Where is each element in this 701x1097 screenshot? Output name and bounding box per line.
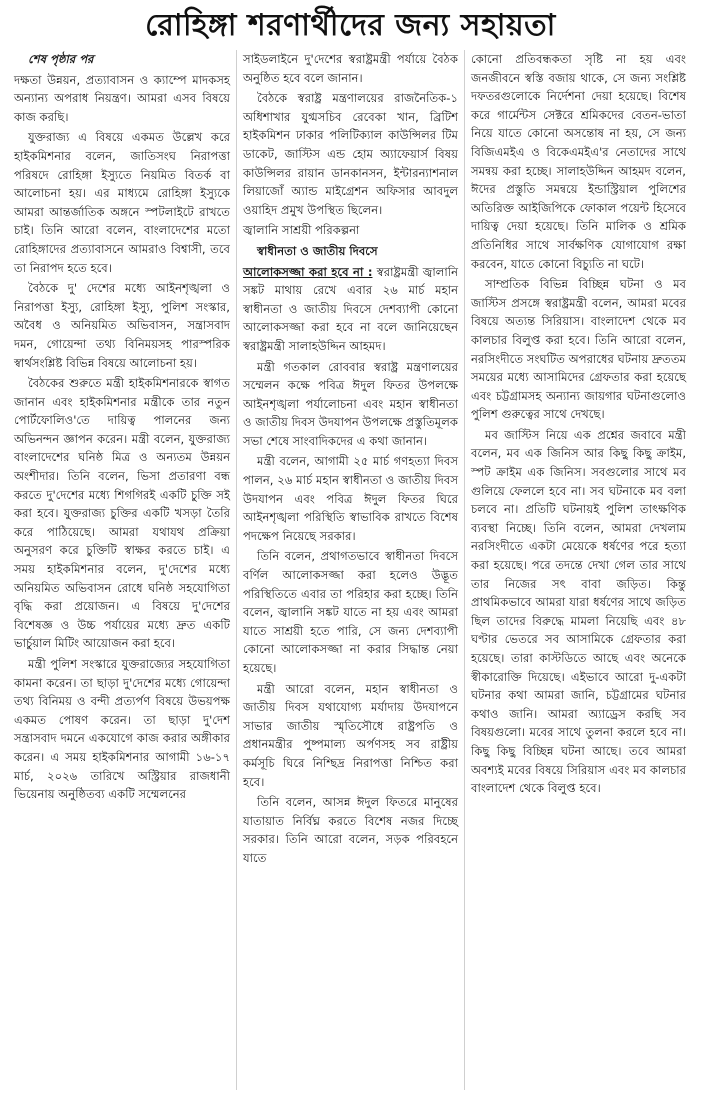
paragraph: বৈঠকে দু' দেশের মধ্যে আইনশৃঙ্খলা ও নিরাপত্তা ইস্যু, রোহিঙ্গা ইস্যু, পুলিশ সংস্কার, অবৈধ ও অনিয়মিত অভিবাসন, সন্ত্রাসবাদ দমন, গোয়েন্দা তথ্য বিনিময়সহ পারস্পরিক স্বার্থসংশ্লিষ্ট বিভিন্ন বিষয়ে আলোচনা হয়। bbox=[14, 281, 230, 370]
subheading-kicker: জ্বালানি সাশ্রয়ী পরিকল্পনা bbox=[243, 223, 360, 238]
lead-paragraph bbox=[243, 263, 458, 356]
lead-bold: আলোকসজ্জা করা হবে না : bbox=[243, 264, 373, 279]
column-1 bbox=[8, 50, 236, 1090]
paragraph: সাম্প্রতিক বিভিন্ন বিচ্ছিন্ন ঘটনা ও মব জাস্টিস প্রসঙ্গে স্বরাষ্ট্রমন্ত্রী বলেন, আমরা মবের বিষয়ে অত্যন্ত সিরিয়াস। বাংলাদেশ থেকে মব কালচার বিলুপ্ত করা হবে। তিনি আরো বলেন, নরসিংদীতে সংঘটিত অপরাধের ঘটনায় দ্রুততম সময়ের মধ্যে আসামিদের গ্রেফতার করা হয়েছে এবং চট্টগ্রামসহ অন্যান্য জায়গার ঘটনাগুলোও পুলিশ গুরুত্বের সাথে দেখছে। bbox=[471, 277, 686, 422]
paragraph: তিনি বলেন, প্রথাগতভাবে স্বাধীনতা দিবসে বর্ণিল আলোকসজ্জা করা হলেও উদ্ভূত পরিস্থিতিতে এবার তা পরিহার করা হচ্ছে। তিনি বলেন, জ্বালানি সঙ্কট যাতে না হয় এবং আমরা যাতে সাশ্রয়ী হতে পারি, সে জন্য দেশব্যাপী কোনো আলোকসজ্জা না করার সিদ্ধান্ত নেয়া হয়েছে। bbox=[243, 549, 458, 675]
paragraph: দক্ষতা উন্নয়ন, প্রত্যাবাসন ও ক্যাম্পে মাদকসহ অন্যান্য অপরাধ নিয়ন্ত্রণ। আমরা এসব বিষয়ে কাজ করছি। bbox=[14, 72, 230, 124]
continued-label: শেষ পৃষ্ঠার পর bbox=[28, 52, 94, 66]
paragraph: বৈঠকে স্বরাষ্ট্র মন্ত্রণালয়ের রাজনৈতিক-১ অধিশাখার যুগ্মসচিব রেবেকা খান, ব্রিটিশ হাইকমিশন ঢাকার পলিটিক্যাল কাউন্সিলর টিম ডাকেট, জাস্টিস এন্ড হোম অ্যাফেয়ার্স বিষয় কাউন্সিলর রায়ান ডানকানসন, ইন্টারন্যাশনাল লিয়াজোঁ অ্যান্ড মাইগ্রেশন অফিসার আবদুল ওয়াহিদ প্রমুখ উপস্থিত ছিলেন। bbox=[243, 91, 458, 217]
paragraph: তিনি বলেন, আসন্ন ঈদুল ফিতরে মানুষের যাতায়াত নির্বিঘ্ন করতে বিশেষ নজর দিচ্ছে সরকার। তিনি আরো বলেন, সড়ক পরিবহনে যাতে bbox=[243, 795, 458, 865]
subheading: স্বাধীনতা ও জাতীয় দিবসে bbox=[257, 243, 378, 258]
paragraph: মন্ত্রী পুলিশ সংস্কারে যুক্তরাজ্যের সহযোগিতা কামনা করেন। তা ছাড়া দু'দেশের মধ্যে গোয়েন্দা তথ্য বিনিময় ও বন্দী প্রত্যর্পণ বিষয়ে উভয়পক্ষ একমত পোষণ করেন। তা ছাড়া দু'দেশ সন্ত্রাসবাদ দমনে একযোগে কাজ করার অঙ্গীকার করেন। এ সময় হাইকমিশনার আগামী ১৬-১৭ মার্চ, ২০২৬ তারিখে অস্ট্রিয়ার রাজধানী ভিয়েনায় অনুষ্ঠিতব্য একটি সম্মেলনের bbox=[14, 657, 230, 802]
lead-text: স্বরাষ্ট্রমন্ত্রী জ্বালানি সঙ্কট মাথায় রেখে এবার ২৬ মার্চ মহান স্বাধীনতা ও জাতীয় দিবসে দেশব্যাপী কোনো আলোকসজ্জা করা হবে না বলে জানিয়েছেন স্বরাষ্ট্রমন্ত্রী সালাহউদ্দিন আহমদ। bbox=[243, 264, 458, 353]
paragraph: কোনো প্রতিবন্ধকতা সৃষ্টি না হয় এবং জনজীবনে স্বস্তি বজায় থাকে, সে জন্য সংশ্লিষ্ট দফতরগুলোকে নির্দেশনা দেয়া হয়েছে। বিশেষ করে গার্মেন্টস সেক্টরে শ্রমিকদের বেতন-ভাতা নিয়ে যাতে কোনো অসন্তোষ না হয়, সে জন্য বিজিএমইএ ও বিকেএমইএ'র নেতাদের সাথে সমন্বয় করা হচ্ছে। সালাহউদ্দিন আহমদ বলেন, ঈদের প্রস্তুতি সমন্বয়ে ইন্ডাস্ট্রিয়াল পুলিশের অতিরিক্ত আইজিপিকে ফোকাল পয়েন্ট হিসেবে দায়িত্ব দেয়া হয়েছে। তিনি মালিক ও শ্রমিক প্রতিনিধির সাথে সার্বক্ষণিক যোগাযোগ রক্ষা করবেন, যাতে কোনো বিচ্যুতি না ঘটে। bbox=[471, 52, 686, 271]
paragraph: মন্ত্রী আরো বলেন, মহান স্বাধীনতা ও জাতীয় দিবস যথাযোগ্য মর্যাদায় উদযাপনে সাভার জাতীয় স্মৃতিসৌধে রাষ্ট্রপতি ও প্রধানমন্ত্রীর পুষ্পমাল্য অর্পণসহ সব রাষ্ট্রীয় কর্মসূচি ঘিরে নিশ্ছিদ্র নিরাপত্তা নিশ্চিত করা হবে। bbox=[243, 681, 458, 789]
column-2 bbox=[236, 50, 464, 1090]
paragraph: মন্ত্রী গতকাল রোববার স্বরাষ্ট্র মন্ত্রণালয়ের সম্মেলন কক্ষে পবিত্র ঈদুল ফিতর উপলক্ষে আইনশৃঙ্খলা পর্যালোচনা এবং মহান স্বাধীনতা ও জাতীয় দিবস উদযাপন উপলক্ষে প্রস্তুতিমূলক সভা শেষে সাংবাদিকদের এ কথা জানান। bbox=[243, 359, 458, 448]
paragraph: যুক্তরাজ্য এ বিষয়ে একমত উল্লেখ করে হাইকমিশনার বলেন, জাতিসংঘ নিরাপত্তা পরিষদে রোহিঙ্গা ইস্যুতে নিয়মিত বিতর্ক বা আলোচনা হয়। এর মাধ্যমে রোহিঙ্গা ইস্যুকে আমরা আন্তর্জাতিক অঙ্গনে স্পটলাইটে রাখতে চাই। তিনি আরো বলেন, বাংলাদেশের মতো রোহিঙ্গাদের প্রত্যাবাসনে আমরাও বিশ্বাসী, তবে তা নিরাপদ হতে হবে। bbox=[14, 130, 230, 275]
paragraph: বৈঠকের শুরুতে মন্ত্রী হাইকমিশনারকে স্বাগত জানান এবং হাইকমিশনার মন্ত্রীকে তার নতুন পোর্টফোলিও'তে দায়িত্ব পালনের জন্য অভিনন্দন জ্ঞাপন করেন। মন্ত্রী বলেন, যুক্তরাজ্য বাংলাদেশের ঘনিষ্ঠ মিত্র ও অন্যতম উন্নয়ন অংশীদার। তিনি বলেন, ভিসা প্রতারণা বন্ধ করতে দু'দেশের মধ্যে শিগগিরই একটি চুক্তি সই করা হবে। যুক্তরাজ্য চুক্তির একটি খসড়া তৈরি করে পাঠিয়েছে। আমরা যথাযথ প্রক্রিয়া অনুসরণ করে চুক্তিটি স্বাক্ষর করতে চাই। এ সময় হাইকমিশনার বলেন, দু'দেশের মধ্যে অনিয়মিত অভিবাসন রোধে ঘনিষ্ঠ সহযোগিতা বৃদ্ধি করা প্রয়োজন। এ বিষয়ে দু'দেশের বিশেষজ্ঞ ও উচ্চ পর্যায়ের মধ্যে দ্রুত একটি ভার্চুয়াল মিটিং আয়োজন করা হবে। bbox=[14, 376, 230, 651]
paragraph: মন্ত্রী বলেন, আগামী ২৫ মার্চ গণহত্যা দিবস পালন, ২৬ মার্চ মহান স্বাধীনতা ও জাতীয় দিবস উদযাপন এবং পবিত্র ঈদুল ফিতর ঘিরে আইনশৃঙ্খলা পরিস্থিতি স্বাভাবিক রাখতে বিশেষ পদক্ষেপ নিয়েছে সরকার। bbox=[243, 454, 458, 543]
headline: রোহিঙ্গা শরণার্থীদের জন্য সহায়তা bbox=[145, 8, 556, 43]
paragraph: সাইডলাইনে দু'দেশের স্বরাষ্ট্রমন্ত্রী পর্যায়ে বৈঠক অনুষ্ঠিত হবে বলে জানান। bbox=[243, 52, 458, 85]
paragraph: মব জাস্টিস নিয়ে এক প্রশ্নের জবাবে মন্ত্রী বলেন, মব এক জিনিস আর কিছু কিছু ক্রাইম, স্পট ক্রাইম এক জিনিস। সবগুলোর সাথে মব গুলিয়ে ফেললে হবে না। সব ঘটনাকে মব বলা চলবে না। প্রতিটি ঘটনায়ই পুলিশ তাৎক্ষণিক ব্যবস্থা নিচ্ছে। তিনি বলেন, আমরা দেখলাম নরসিংদীতে একটা মেয়েকে ধর্ষণের পরে হত্যা করা হয়েছে। পরে তদন্তে দেখা গেল তার সাথে তার নিজের সৎ বাবা জড়িত। কিন্তু প্রাথমিকভাবে আমরা যারা ধর্ষণের সাথে জড়িত ছিল তাদের বিরুদ্ধে মামলা নিয়েছি এবং ৪৮ ঘণ্টার ভেতরে সব আসামিকে গ্রেফতার করা হয়েছে। তারা কাস্টডিতে আছে এবং অনেকে স্বীকারোক্তি দিয়েছে। এইভাবে আরো দু-একটা ঘটনার কথা আমরা জানি, চট্টগ্রামের ঘটনার কথাও জানি। আমরা অ্যাড্রেস করছি সব বিষয়গুলো। মবের সাথে তুলনা করলে হবে না। কিছু কিছু বিচ্ছিন্ন ঘটনা আছে। তবে আমরা অবশ্যই মবের বিষয়ে সিরিয়াস এবং মব কালচার বাংলাদেশ থেকে বিলুপ্ত হবে। bbox=[471, 427, 686, 796]
article-columns bbox=[8, 50, 693, 1090]
column-3 bbox=[464, 50, 692, 1090]
